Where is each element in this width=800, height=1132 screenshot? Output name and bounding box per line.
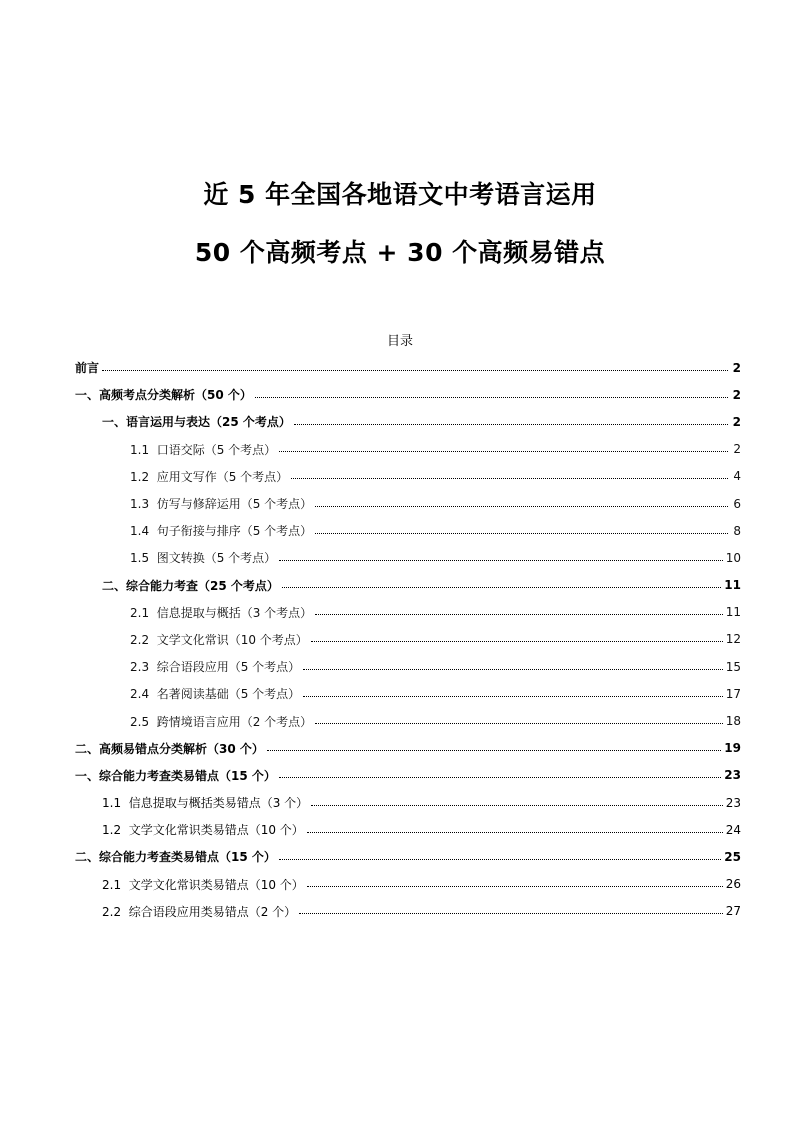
toc-entry-label: 1.1 口语交际（5 个考点）: [130, 442, 277, 457]
toc-entry-label: 2.4 名著阅读基础（5 个考点）: [130, 687, 301, 702]
toc-entry[interactable]: [75, 871, 741, 898]
toc-dot-leader: [315, 722, 723, 724]
toc-dot-leader: [299, 912, 723, 914]
toc-entry[interactable]: [75, 408, 741, 435]
toc-entry-label: 二、综合能力考查类易错点（15 个）: [75, 850, 276, 865]
toc-entry-page: 24: [725, 822, 741, 837]
toc-entry-label: 1.4 句子衔接与排序（5 个考点）: [130, 524, 313, 539]
toc-dot-leader: [315, 613, 723, 615]
toc-dot-leader: [279, 450, 728, 452]
toc-entry-page: 8: [733, 523, 741, 538]
toc-entry-page: 25: [724, 849, 741, 864]
toc-entry[interactable]: [75, 490, 741, 517]
toc-entry-label: 一、综合能力考查类易错点（15 个）: [75, 768, 276, 783]
toc-entry-page: 15: [725, 659, 741, 674]
toc-entry[interactable]: [75, 653, 741, 680]
toc-entry-page: 2: [732, 414, 741, 429]
toc-dot-leader: [311, 804, 723, 806]
toc-entry-page: 2: [732, 360, 741, 375]
toc-dot-leader: [294, 423, 728, 425]
toc-entry-label: 2.2 文学文化常识（10 个考点）: [130, 632, 308, 647]
table-of-contents: [75, 354, 741, 925]
toc-entry[interactable]: [75, 436, 741, 463]
toc-dot-leader: [282, 586, 721, 588]
toc-dot-leader: [279, 559, 723, 561]
toc-entry[interactable]: [75, 735, 741, 762]
toc-entry[interactable]: [75, 381, 741, 408]
toc-dot-leader: [102, 369, 728, 371]
toc-entry-page: 4: [733, 469, 741, 484]
toc-dot-leader: [307, 831, 723, 833]
toc-entry-page: 11: [725, 605, 741, 620]
document-title-line-2: 50 个高频考点 + 30 个高频易错点: [194, 238, 606, 267]
document-title-line-1: 近 5 年全国各地语文中考语言运用: [203, 180, 597, 209]
toc-dot-leader: [315, 505, 728, 507]
toc-entry-page: 2: [732, 387, 741, 402]
toc-entry-label: 二、综合能力考查（25 个考点）: [102, 578, 279, 593]
toc-entry-page: 27: [725, 904, 741, 919]
toc-entry-label: 2.1 文学文化常识类易错点（10 个）: [102, 877, 304, 892]
toc-entry-page: 12: [725, 632, 741, 647]
toc-dot-leader: [311, 640, 723, 642]
toc-entry-page: 19: [724, 741, 741, 756]
toc-entry-label: 一、高频考点分类解析（50 个）: [75, 388, 252, 403]
toc-entry-label: 1.1 信息提取与概括类易错点（3 个）: [102, 796, 309, 811]
toc-entry[interactable]: [75, 354, 741, 381]
toc-entry-page: 17: [725, 686, 741, 701]
toc-entry-label: 1.3 仿写与修辞运用（5 个考点）: [130, 497, 313, 512]
toc-entry[interactable]: [75, 707, 741, 734]
toc-entry-label: 2.2 综合语段应用类易错点（2 个）: [102, 904, 297, 919]
toc-entry-page: 11: [724, 578, 741, 593]
toc-entry[interactable]: [75, 626, 741, 653]
toc-dot-leader: [307, 885, 723, 887]
toc-entry[interactable]: [75, 572, 741, 599]
toc-dot-leader: [279, 776, 721, 778]
toc-heading: 目录: [386, 334, 413, 349]
toc-dot-leader: [303, 695, 723, 697]
toc-entry-label: 2.3 综合语段应用（5 个考点）: [130, 660, 301, 675]
toc-entry[interactable]: [75, 517, 741, 544]
toc-entry[interactable]: [75, 680, 741, 707]
toc-entry[interactable]: [75, 599, 741, 626]
toc-entry-page: 23: [725, 795, 741, 810]
toc-entry-label: 前言: [75, 361, 100, 376]
toc-entry-page: 18: [725, 714, 741, 729]
toc-entry-page: 6: [733, 496, 741, 511]
toc-dot-leader: [291, 477, 728, 479]
toc-entry-label: 1.2 应用文写作（5 个考点）: [130, 469, 289, 484]
toc-dot-leader: [255, 396, 728, 398]
toc-entry[interactable]: [75, 816, 741, 843]
toc-dot-leader: [267, 749, 721, 751]
toc-entry[interactable]: [75, 544, 741, 571]
toc-entry[interactable]: [75, 789, 741, 816]
toc-entry-label: 1.2 文学文化常识类易错点（10 个）: [102, 823, 304, 838]
toc-entry-page: 23: [724, 768, 741, 783]
toc-entry-label: 2.5 跨情境语言应用（2 个考点）: [130, 714, 313, 729]
toc-entry[interactable]: [75, 843, 741, 870]
toc-entry-page: 10: [725, 550, 741, 565]
toc-entry[interactable]: [75, 762, 741, 789]
toc-entry-label: 二、高频易错点分类解析（30 个）: [75, 741, 264, 756]
toc-entry-page: 2: [733, 442, 741, 457]
toc-entry-page: 26: [725, 877, 741, 892]
toc-entry-label: 1.5 图文转换（5 个考点）: [130, 551, 277, 566]
toc-entry[interactable]: [75, 463, 741, 490]
toc-entry-label: 一、语言运用与表达（25 个考点）: [102, 415, 291, 430]
toc-dot-leader: [303, 668, 723, 670]
toc-dot-leader: [279, 858, 721, 860]
toc-dot-leader: [315, 532, 728, 534]
toc-entry[interactable]: [75, 898, 741, 925]
toc-entry-label: 2.1 信息提取与概括（3 个考点）: [130, 605, 313, 620]
